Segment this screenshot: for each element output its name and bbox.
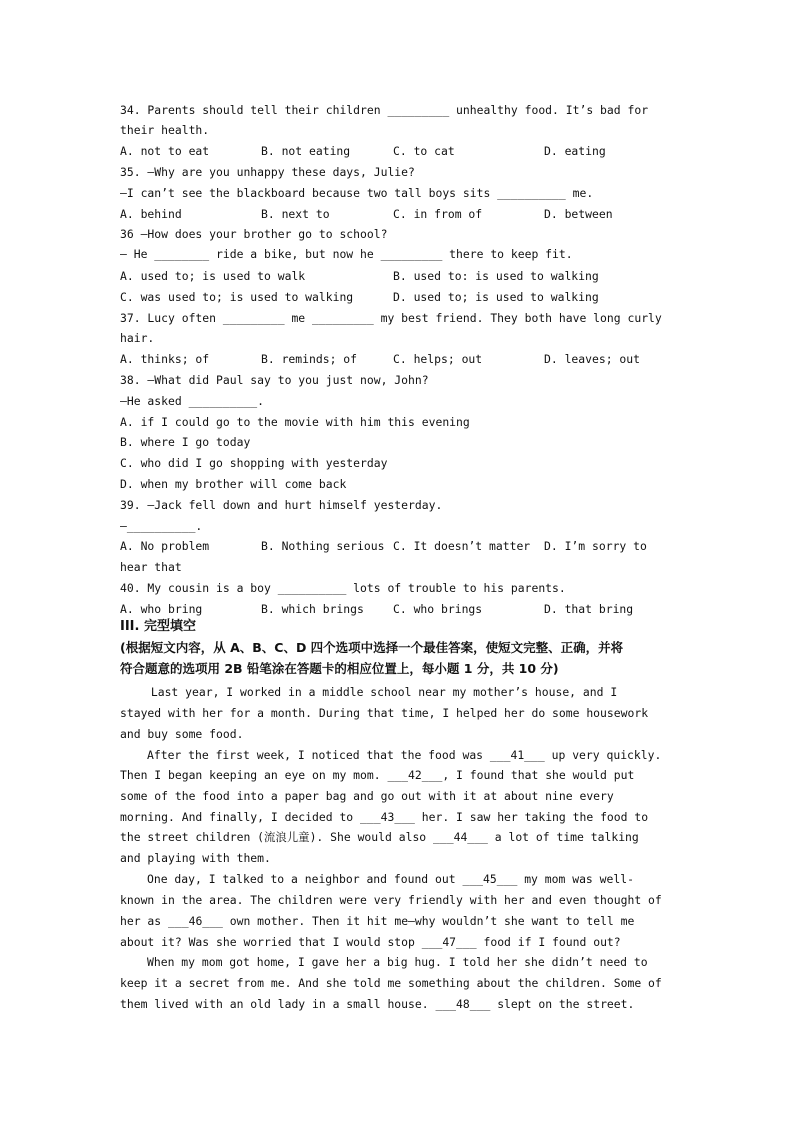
q40-stem: 40. My cousin is a boy __________ lots of trouble to his parents. bbox=[120, 581, 566, 595]
q38-option-b: B. where I go today bbox=[120, 435, 251, 449]
q39-option-b: B. Nothing serious bbox=[261, 539, 385, 553]
q40-option-b: B. which brings bbox=[261, 602, 364, 616]
blank-43: ___43___ bbox=[360, 810, 415, 824]
q34-option-c: C. to cat bbox=[393, 144, 455, 158]
q38-option-c: C. who did I go shopping with yesterday bbox=[120, 456, 388, 470]
q39-answer-line: —__________. bbox=[120, 519, 203, 533]
passage-p4-line1: When my mom got home, I gave her a big hug. I told her she didn’t need to bbox=[147, 955, 648, 969]
q40-option-d: D. that bring bbox=[544, 602, 634, 616]
blank-41: ___41___ bbox=[489, 748, 545, 762]
passage-p3-line1: One day, I talked to a neighbor and found out ___45___ my mom was well- bbox=[147, 872, 634, 886]
q35-option-b: B. next to bbox=[261, 207, 330, 221]
q39-option-d: D. I’m sorry to bbox=[544, 539, 647, 553]
blank-48: ___48___ bbox=[435, 997, 491, 1011]
q35-answer-line: —I can’t see the blackboard because two tall boys sits __________ me. bbox=[120, 186, 594, 200]
passage-p4-line3: them lived with an old lady in a small house. ___48___ slept on the street. bbox=[120, 997, 635, 1011]
q40-option-a: A. who bring bbox=[120, 602, 203, 616]
q34-stem-cont: their health. bbox=[120, 123, 210, 137]
q39-option-d-cont: hear that bbox=[120, 560, 182, 574]
q35-option-a: A. behind bbox=[120, 207, 182, 221]
q36-option-d: D. used to; is used to walking bbox=[393, 290, 599, 304]
q37-option-c: C. helps; out bbox=[393, 352, 483, 366]
blank-46: ___46___ bbox=[168, 914, 223, 928]
q36-stem: 36 —How does your brother go to school? bbox=[120, 227, 388, 241]
passage-p2-line5: the street children (流浪儿童). She would also ___44___ a lot of time talking bbox=[120, 830, 639, 844]
q39-stem: 39. —Jack fell down and hurt himself yesterday. bbox=[120, 498, 443, 512]
passage-p3-line3: her as ___46___ own mother. Then it hit me—why wouldn’t she want to tell me bbox=[120, 914, 635, 928]
q37-option-a: A. thinks; of bbox=[120, 352, 210, 366]
passage-p3-line2: known in the area. The children were very friendly with her and even thought of bbox=[120, 893, 662, 907]
q36-answer-line: — He ________ ride a bike, but now he _________ there to keep fit. bbox=[120, 247, 573, 261]
q34-stem: 34. Parents should tell their children _________ unhealthy food. It’s bad for bbox=[120, 103, 649, 117]
q36-option-a: A. used to; is used to walk bbox=[120, 269, 306, 283]
q35-option-d: D. between bbox=[544, 207, 613, 221]
passage-p2-line1: After the first week, I noticed that the food was ___41___ up very quickly. bbox=[147, 748, 662, 762]
passage-p3-line4: about it? Was she worried that I would stop ___47___ food if I found out? bbox=[120, 935, 621, 949]
q38-answer-line: —He asked __________. bbox=[120, 394, 265, 408]
section-instructions-line1: (根据短文内容，从 A、B、C、D 四个选项中选择一个最佳答案，使短文完整、正确，并将 bbox=[120, 640, 624, 655]
q39-option-a: A. No problem bbox=[120, 539, 210, 553]
q34-option-b: B. not eating bbox=[261, 144, 351, 158]
q36-option-b: B. used to: is used to walking bbox=[393, 269, 599, 283]
q38-stem: 38. —What did Paul say to you just now, John? bbox=[120, 373, 429, 387]
q37-option-d: D. leaves; out bbox=[544, 352, 641, 366]
passage-p2-line6: and playing with them. bbox=[120, 851, 271, 865]
blank-47: ___47___ bbox=[421, 935, 477, 949]
passage-p2-line2: Then I began keeping an eye on my mom. ___42___, I found that she would put bbox=[120, 768, 635, 782]
q35-stem: 35. —Why are you unhappy these days, Julie? bbox=[120, 165, 415, 179]
q37-option-b: B. reminds; of bbox=[261, 352, 358, 366]
blank-42: ___42___ bbox=[387, 768, 443, 782]
passage-p2-line4: morning. And finally, I decided to ___43___ her. I saw her taking the food to bbox=[120, 810, 649, 824]
q34-option-a: A. not to eat bbox=[120, 144, 210, 158]
q38-option-d: D. when my brother will come back bbox=[120, 477, 347, 491]
q37-stem: 37. Lucy often _________ me _________ my best friend. They both have long curly bbox=[120, 311, 662, 325]
q35-option-c: C. in from of bbox=[393, 207, 483, 221]
q36-option-c: C. was used to; is used to walking bbox=[120, 290, 354, 304]
q39-option-c: C. It doesn’t matter bbox=[393, 539, 531, 553]
section-title: III. 完型填空 bbox=[120, 619, 196, 634]
passage-p4-line2: keep it a secret from me. And she told me something about the children. Some of bbox=[120, 976, 662, 990]
q37-stem-cont: hair. bbox=[120, 331, 155, 345]
passage-p1-line1: Last year, I worked in a middle school near my mother’s house, and I bbox=[144, 685, 618, 699]
passage-p1-line2: stayed with her for a month. During that time, I helped her do some housework bbox=[120, 706, 649, 720]
passage-p1-line3: and buy some food. bbox=[120, 727, 244, 741]
q38-option-a: A. if I could go to the movie with him this evening bbox=[120, 415, 470, 429]
q40-option-c: C. who brings bbox=[393, 602, 483, 616]
blank-45: ___45___ bbox=[462, 872, 518, 886]
section-instructions-line2: 符合题意的选项用 2B 铅笔涂在答题卡的相应位置上，每小题 1 分，共 10 分) bbox=[120, 661, 559, 676]
blank-44: ___44___ bbox=[433, 830, 488, 844]
passage-p2-line3: some of the food into a paper bag and go out with it at about nine every bbox=[120, 789, 614, 803]
q34-option-d: D. eating bbox=[544, 144, 606, 158]
